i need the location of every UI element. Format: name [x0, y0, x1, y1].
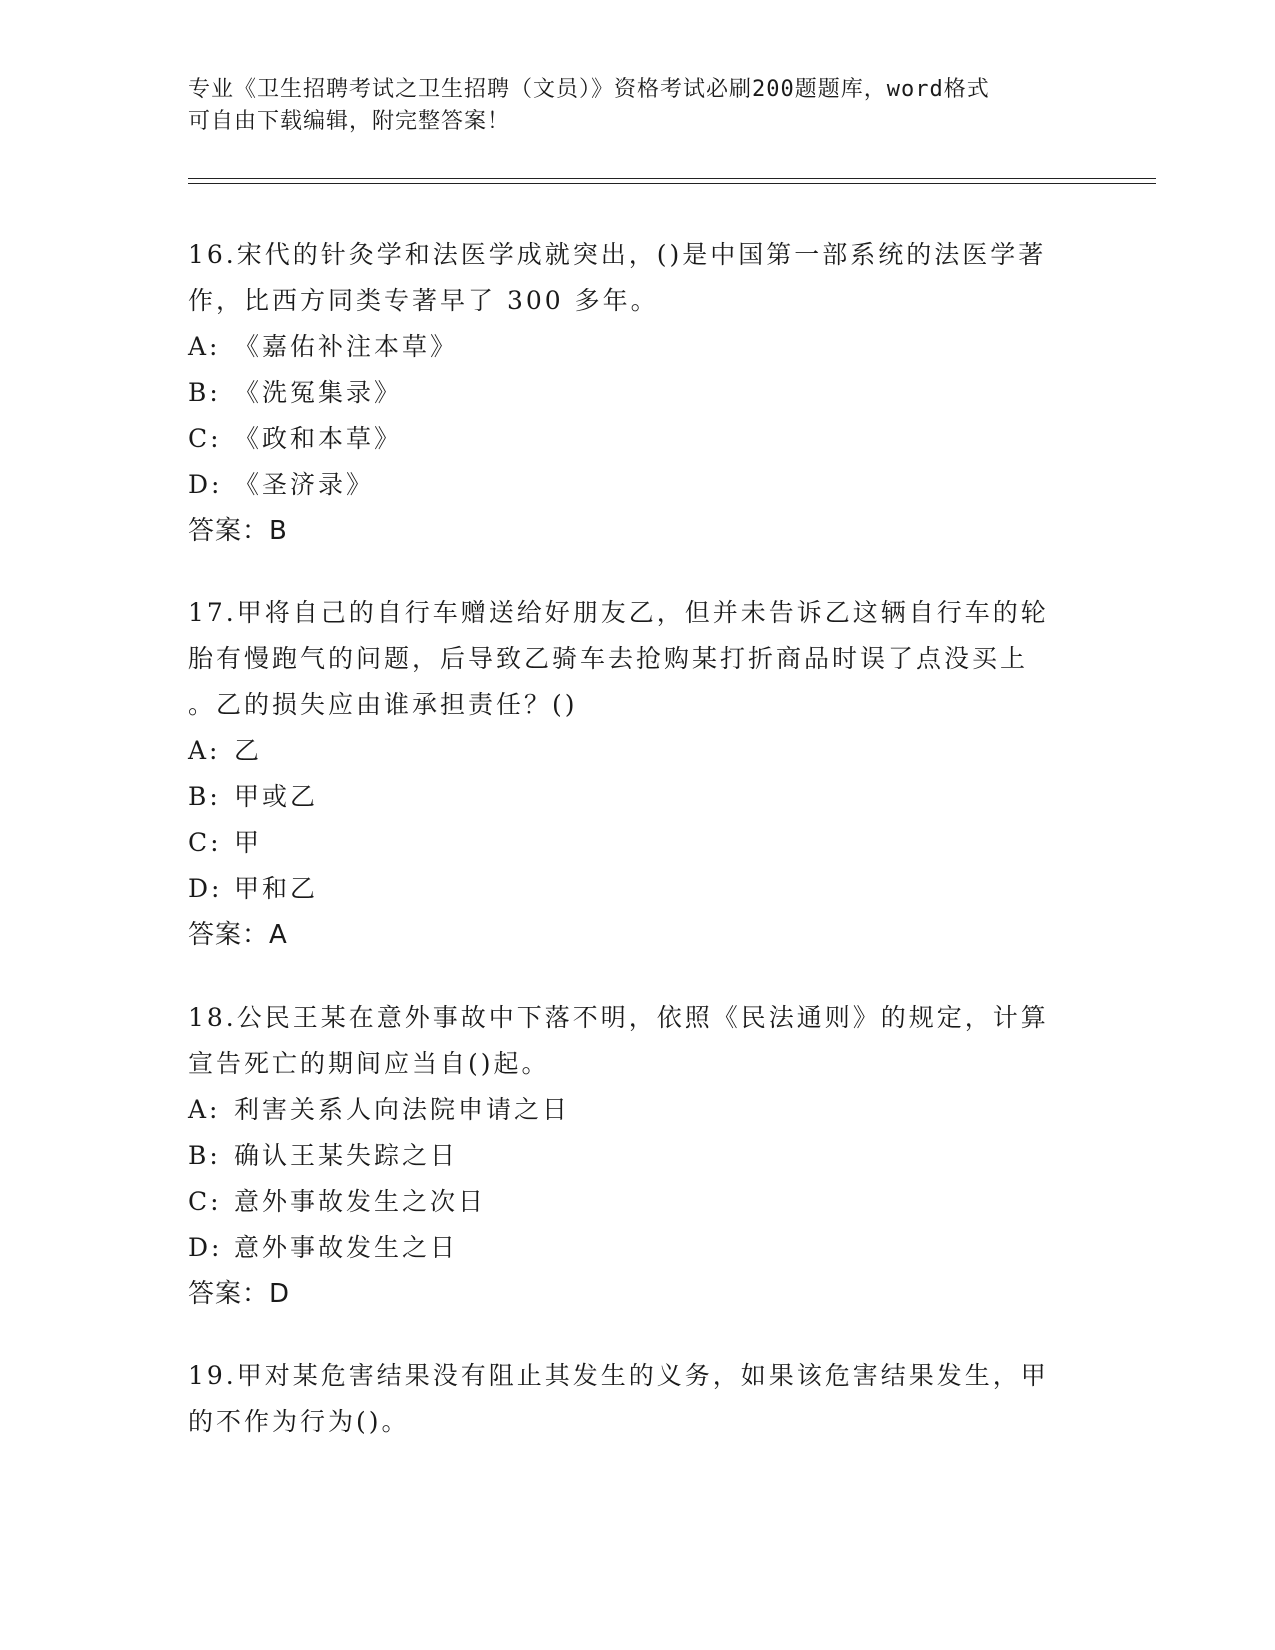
- option-a: [188, 1087, 1088, 1133]
- option-b: [188, 370, 1088, 416]
- question-stem-line: 16.宋代的针灸学和法医学成就突出，()是中国第一部系统的法医学著: [188, 240, 1047, 269]
- option-key: A:: [188, 1095, 221, 1124]
- option-text: 乙: [234, 736, 263, 765]
- answer-line: 答案：D: [188, 1279, 291, 1309]
- option-b: [188, 1133, 1088, 1179]
- option-c: [188, 1179, 1088, 1225]
- option-key: D:: [188, 1233, 223, 1262]
- option-key: C:: [188, 1187, 222, 1216]
- question-17: [188, 590, 1088, 958]
- option-key: B:: [188, 782, 221, 811]
- option-key: B:: [188, 1141, 221, 1170]
- question-stem-line: 18.公民王某在意外事故中下落不明，依照《民法通则》的规定，计算: [188, 1003, 1049, 1032]
- option-text: 甲和乙: [234, 874, 319, 903]
- option-text: 确认王某失踪之日: [234, 1141, 459, 1170]
- question-18: [188, 995, 1088, 1317]
- question-stem-line: 的不作为行为()。: [188, 1407, 410, 1436]
- option-text: 利害关系人向法院申请之日: [234, 1095, 571, 1124]
- question-16: [188, 232, 1088, 554]
- option-key: C:: [188, 424, 222, 453]
- option-c: [188, 416, 1088, 462]
- option-text: 《洗冤集录》: [234, 378, 403, 407]
- option-key: C:: [188, 828, 222, 857]
- document-header: [188, 74, 1088, 138]
- option-text: 《嘉佑补注本草》: [234, 332, 459, 361]
- option-c: [188, 820, 1088, 866]
- question-stem-line: 作，比西方同类专著早了 300 多年。: [188, 286, 659, 315]
- header-divider-top: [188, 178, 1156, 179]
- answer-line: 答案：B: [188, 516, 288, 546]
- option-a: [188, 728, 1088, 774]
- option-text: 《政和本草》: [234, 424, 403, 453]
- question-19: [188, 1353, 1088, 1445]
- question-stem-line: 胎有慢跑气的问题，后导致乙骑车去抢购某打折商品时误了点没买上: [188, 644, 1029, 673]
- answer-line: 答案：A: [188, 920, 288, 950]
- option-key: D:: [188, 874, 223, 903]
- header-line-2: 可自由下载编辑，附完整答案！: [188, 109, 511, 134]
- option-key: D:: [188, 470, 223, 499]
- option-key: A:: [188, 332, 221, 361]
- question-stem-line: 19.甲对某危害结果没有阻止其发生的义务，如果该危害结果发生，甲: [188, 1361, 1049, 1390]
- question-stem-line: 17.甲将自己的自行车赠送给好朋友乙，但并未告诉乙这辆自行车的轮: [188, 598, 1049, 627]
- option-b: [188, 774, 1088, 820]
- option-a: [188, 324, 1088, 370]
- header-divider-bottom: [188, 183, 1156, 184]
- option-key: B:: [188, 378, 221, 407]
- header-line-1: 专业《卫生招聘考试之卫生招聘（文员）》资格考试必刷200题题库，word格式: [188, 77, 990, 102]
- option-text: 甲或乙: [234, 782, 319, 811]
- option-text: 意外事故发生之日: [234, 1233, 459, 1262]
- option-text: 甲: [234, 828, 263, 857]
- option-d: [188, 1225, 1088, 1271]
- question-stem-line: 。乙的损失应由谁承担责任？(): [188, 690, 578, 719]
- option-d: [188, 866, 1088, 912]
- option-text: 《圣济录》: [234, 470, 375, 499]
- option-text: 意外事故发生之次日: [234, 1187, 487, 1216]
- option-d: [188, 462, 1088, 508]
- question-stem-line: 宣告死亡的期间应当自()起。: [188, 1049, 550, 1078]
- option-key: A:: [188, 736, 221, 765]
